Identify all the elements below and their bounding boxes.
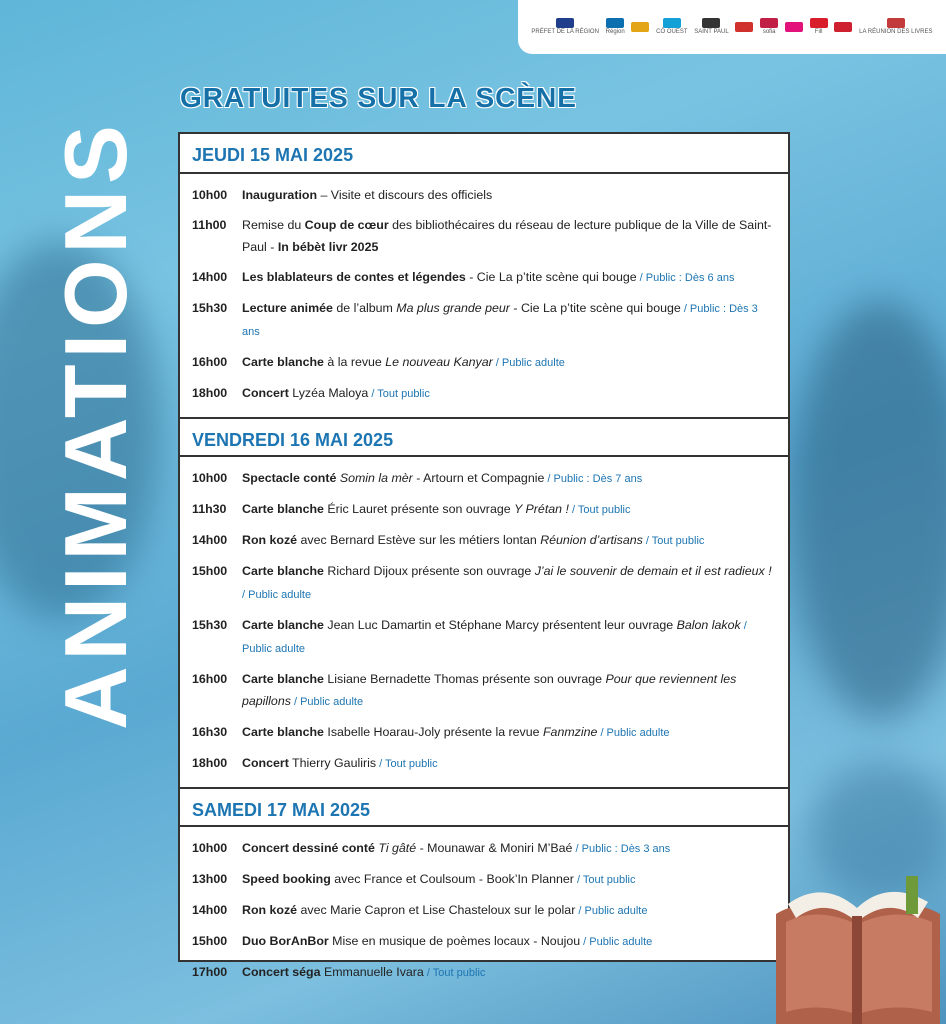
partner-logo <box>631 22 649 33</box>
event-description <box>242 266 778 289</box>
event-row <box>192 614 778 660</box>
event-description <box>242 184 778 206</box>
partner-logo <box>859 18 932 36</box>
event-text: Concert séga <box>242 965 321 979</box>
event-text: Lyzéa Maloya <box>288 386 369 400</box>
event-time: 10h00 <box>192 188 228 202</box>
audience-label: / Public : Dès 3 ans <box>572 843 671 855</box>
partner-logo <box>606 18 625 36</box>
event-text: Concert <box>242 386 289 400</box>
event-time: 14h00 <box>192 533 228 547</box>
event-row <box>192 214 778 258</box>
event-description <box>242 899 778 922</box>
event-text: avec Bernard Estève sur les métiers lontan <box>297 533 541 547</box>
event-description <box>242 467 778 490</box>
event-time: 15h00 <box>192 934 228 948</box>
event-row <box>192 560 778 606</box>
event-text: Remise du <box>242 218 305 232</box>
event-text: Carte blanche <box>242 502 324 516</box>
event-time: 15h30 <box>192 301 228 315</box>
event-time: 16h00 <box>192 355 228 369</box>
event-row <box>192 184 778 206</box>
day-block <box>180 134 788 417</box>
event-text: Concert <box>242 756 289 770</box>
event-text: Y Prétan ! <box>514 502 569 516</box>
logo-mark-icon <box>834 22 852 32</box>
logo-label: PRÉFET DE LA RÉGION <box>531 29 599 35</box>
event-description <box>242 961 778 984</box>
day-title: VENDREDI 16 MAI 2025 <box>180 417 788 457</box>
event-text: Spectacle conté <box>242 471 337 485</box>
audience-label: / Public adulte <box>290 696 364 708</box>
background-splash <box>790 300 946 720</box>
event-row <box>192 266 778 289</box>
event-description <box>242 868 778 891</box>
event-text: Carte blanche <box>242 618 324 632</box>
event-text: Speed booking <box>242 872 331 886</box>
event-text: - Mounawar & Moniri M’Baé <box>416 841 573 855</box>
event-row <box>192 529 778 552</box>
logo-label: sofia <box>762 29 776 35</box>
event-row <box>192 752 778 775</box>
audience-label: / Public adulte <box>492 357 565 369</box>
logo-mark-icon <box>760 18 778 28</box>
event-list <box>180 457 788 787</box>
event-description <box>242 752 778 775</box>
logo-label: SAINT PAUL <box>694 29 729 35</box>
event-text: des bibliothécaires du réseau de lecture publique de la Ville de Saint-Paul - <box>242 218 772 254</box>
event-time: 13h00 <box>192 872 228 886</box>
partner-logo <box>656 18 687 36</box>
event-text: Carte blanche <box>242 725 324 739</box>
logo-label: Fill <box>814 29 823 35</box>
event-text: Fanmzine <box>542 725 598 739</box>
event-text: In bébèt livr 2025 <box>277 240 379 254</box>
event-description <box>242 498 778 521</box>
event-text: - Artourn et Compagnie <box>412 471 545 485</box>
event-text: Mise en musique de poèmes locaux - Noujou <box>328 934 581 948</box>
partner-logo <box>810 18 828 36</box>
event-description <box>242 214 778 258</box>
event-text: avec Marie Capron et Lise Chasteloux sur le polar <box>297 903 576 917</box>
event-text: avec France et Coulsoum - Book’In Planner <box>330 872 574 886</box>
partner-logo <box>760 18 778 36</box>
event-description <box>242 560 778 606</box>
event-description <box>242 297 778 343</box>
event-text: – Visite et discours des officiels <box>317 188 493 202</box>
partner-logo <box>531 18 599 36</box>
day-block <box>180 787 788 996</box>
event-row <box>192 382 778 405</box>
section-title: GRATUITES SUR LA SCÈNE <box>180 82 577 113</box>
logo-mark-icon <box>810 18 828 28</box>
event-text: Duo BorAnBor <box>242 934 329 948</box>
event-text: de l’album <box>332 301 397 315</box>
event-text: - Cie La p’tite scène qui bouge <box>465 270 637 284</box>
event-time: 18h00 <box>192 386 228 400</box>
event-row <box>192 297 778 343</box>
logo-label: Région <box>605 29 625 35</box>
day-block <box>180 417 788 787</box>
event-text: Ron kozé <box>242 533 298 547</box>
event-text: Pour que reviennent les papillons <box>242 672 737 708</box>
logo-label: CÔ OUEST <box>656 29 688 35</box>
event-time: 16h00 <box>192 672 228 686</box>
event-time: 14h00 <box>192 270 228 284</box>
event-text: Emmanuelle Ivara <box>320 965 424 979</box>
event-description <box>242 614 778 660</box>
event-description <box>242 837 778 860</box>
partner-logo <box>785 22 803 33</box>
logo-mark-icon <box>735 22 753 32</box>
audience-label: / Tout public <box>573 874 636 886</box>
audience-label: / Public adulte <box>242 620 747 655</box>
event-text: Carte blanche <box>242 355 324 369</box>
event-time: 16h30 <box>192 725 228 739</box>
event-time: 11h30 <box>192 502 227 516</box>
logo-label: LA RÉUNION DES LIVRES <box>859 29 933 35</box>
event-description <box>242 668 778 713</box>
day-title: SAMEDI 17 MAI 2025 <box>180 787 788 827</box>
partner-logo <box>834 22 852 33</box>
audience-label: / Public : Dès 7 ans <box>544 473 643 485</box>
event-text: Inauguration <box>242 188 318 202</box>
event-text: Ti gâté <box>378 841 417 855</box>
event-text: Lecture animée <box>242 301 333 315</box>
logo-mark-icon <box>606 18 624 28</box>
event-time: 10h00 <box>192 841 228 855</box>
event-time: 17h00 <box>192 965 228 979</box>
event-text: Somin la mèr <box>339 471 413 485</box>
event-text: Le nouveau Kanyar <box>385 355 493 369</box>
logo-mark-icon <box>663 18 681 28</box>
audience-label: / Public : Dès 3 ans <box>242 303 758 338</box>
event-row <box>192 668 778 713</box>
event-row <box>192 467 778 490</box>
event-text: - Cie La p’tite scène qui bouge <box>509 301 681 315</box>
event-row <box>192 498 778 521</box>
event-row <box>192 837 778 860</box>
open-book-illustration <box>768 874 946 1024</box>
audience-label: / Public adulte <box>242 589 312 601</box>
event-time: 18h00 <box>192 756 228 770</box>
event-row <box>192 351 778 374</box>
event-text: Lisiane Bernadette Thomas présente son ouvrage <box>323 672 606 686</box>
event-description <box>242 930 778 953</box>
logo-mark-icon <box>631 22 649 32</box>
logo-mark-icon <box>556 18 574 28</box>
event-text: Concert dessiné conté <box>242 841 375 855</box>
event-text: Ma plus grande peur <box>396 301 510 315</box>
event-description <box>242 382 778 405</box>
event-text: Coup de cœur <box>304 218 389 232</box>
logo-mark-icon <box>887 18 905 28</box>
event-time: 15h00 <box>192 564 228 578</box>
schedule-box <box>178 132 790 979</box>
audience-label: / Public adulte <box>575 905 648 917</box>
audience-label: / Public : Dès 6 ans <box>636 272 735 284</box>
partner-logo <box>694 18 728 36</box>
audience-label: / Public adulte <box>580 936 653 948</box>
event-text: Balon lakok <box>676 618 741 632</box>
event-text: Richard Dijoux présente son ouvrage <box>323 564 535 578</box>
event-text: à la revue <box>323 355 386 369</box>
audience-label: / Tout public <box>376 758 438 770</box>
event-time: 10h00 <box>192 471 228 485</box>
event-description <box>242 351 778 374</box>
event-text: Réunion d’artisans <box>540 533 643 547</box>
event-description <box>242 529 778 552</box>
event-text: Carte blanche <box>242 564 324 578</box>
audience-label: / Public adulte <box>597 727 670 739</box>
audience-label: / Tout public <box>568 504 631 516</box>
event-time: 14h00 <box>192 903 228 917</box>
event-text: Isabelle Hoarau-Joly présente la revue <box>323 725 543 739</box>
audience-label: / Tout public <box>368 388 430 400</box>
event-text: Thierry Gauliris <box>288 756 377 770</box>
event-time: 15h30 <box>192 618 228 632</box>
partner-logo-bar <box>518 0 946 54</box>
event-row <box>192 868 778 891</box>
event-text: Ron kozé <box>242 903 298 917</box>
audience-label: / Tout public <box>642 535 705 547</box>
event-description <box>242 721 778 744</box>
vertical-title: ANIMATIONS <box>46 119 145 730</box>
day-title: JEUDI 15 MAI 2025 <box>180 134 788 174</box>
event-time: 11h00 <box>192 218 227 232</box>
event-text: Carte blanche <box>242 672 324 686</box>
event-list <box>180 827 788 996</box>
event-row <box>192 961 778 984</box>
event-list <box>180 174 788 417</box>
event-text: Les blablateurs de contes et légendes <box>242 270 466 284</box>
partner-logo <box>735 22 753 33</box>
event-row <box>192 721 778 744</box>
event-text: Jean Luc Damartin et Stéphane Marcy présentent leur ouvrage <box>323 618 677 632</box>
event-row <box>192 899 778 922</box>
logo-mark-icon <box>702 18 720 28</box>
audience-label: / Tout public <box>423 967 486 979</box>
event-text: J’ai le souvenir de demain et il est radieux ! <box>534 564 772 578</box>
event-text: Éric Lauret présente son ouvrage <box>323 502 515 516</box>
event-row <box>192 930 778 953</box>
logo-mark-icon <box>785 22 803 32</box>
